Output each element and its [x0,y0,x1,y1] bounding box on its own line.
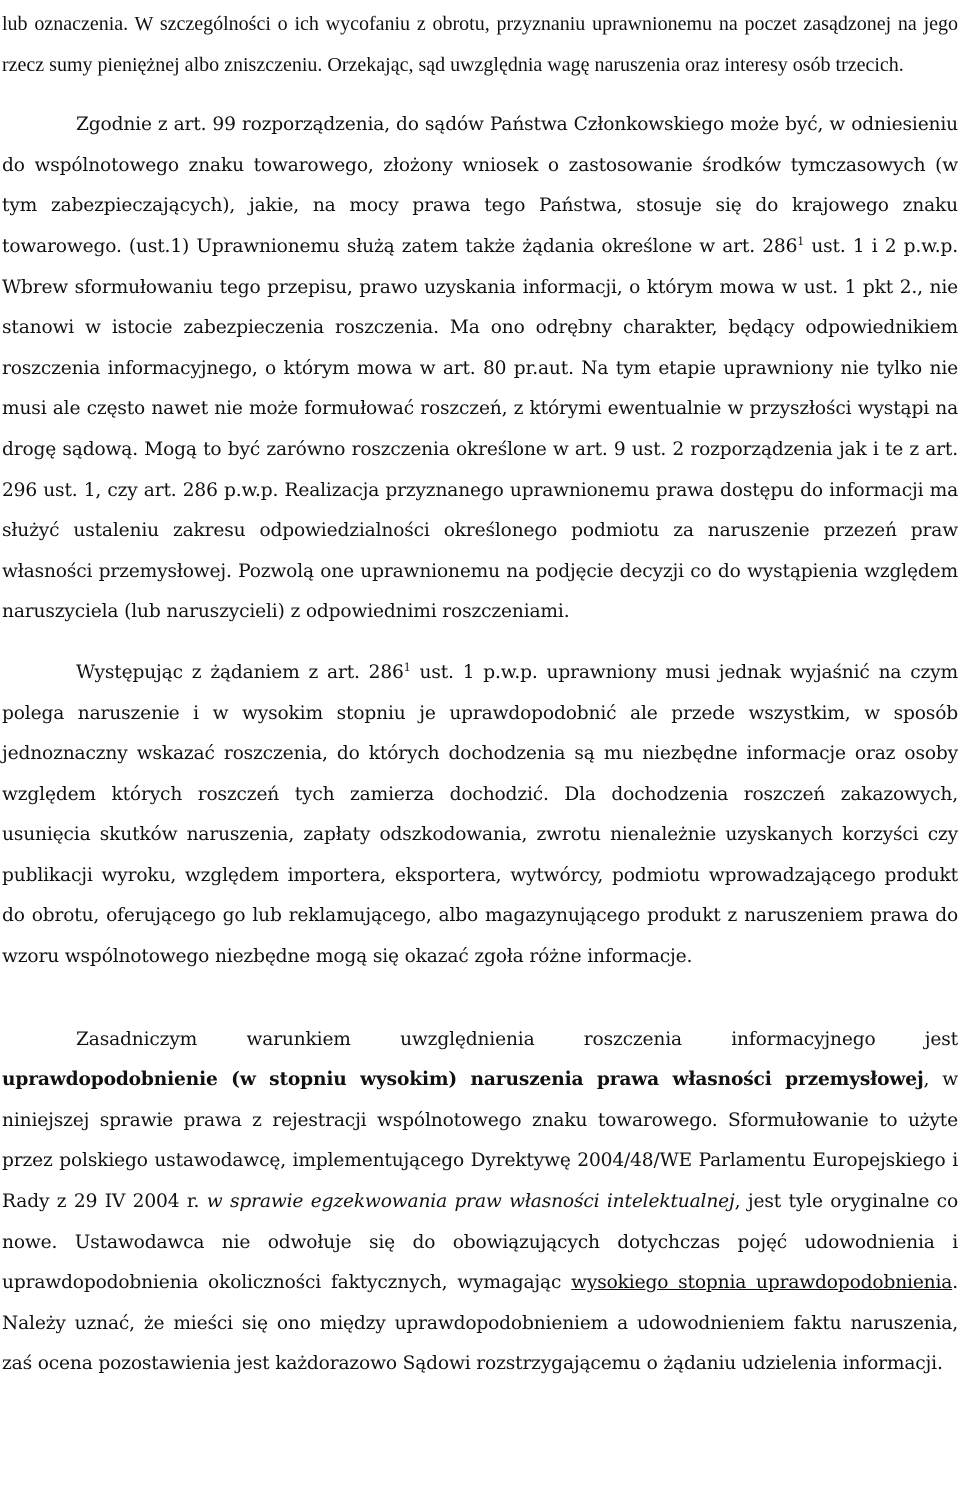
paragraph-art-286 [2,653,958,978]
para4-text-c: , jest tyle oryginalne co nowe. Ustawodawca nie odwołuje się do obowiązujących dotychczas pojęć udowodnienia i uprawdopodobnienia okoliczności faktycznych, wymagając [2,1191,958,1294]
paragraph-gap [2,978,958,1020]
intro-text: lub oznaczenia. W szczególności o ich wycofaniu z obrotu, przyznaniu uprawnionemu na poczet zasądzonej na jego rzecz sumy pieniężnej albo zniszczeniu. Orzekając, sąd uwzględnia wagę naruszenia oraz interesy osób trzecich. [2,13,958,76]
italic-phrase: w sprawie egzekwowania praw własności intelektualnej [206,1191,735,1213]
bold-phrase: uprawdopodobnienie (w stopniu wysokim) naruszenia prawa własności przemysłowej [2,1069,924,1091]
para3-text-a: Występując z żądaniem z art. 286 [76,661,404,683]
para4-text-b: , w niniejszej sprawie prawa z rejestracji wspólnotowego znaku towarowego. Sformułowanie to użyte przez polskiego ustawodawcę, implementującego Dyrektywę 2004/48/WE Parlamentu Europejskiego i Rady z 29 IV 2004 r. [2,1069,958,1213]
para2-text-b: ust. 1 i 2 p.w.p. Wbrew sformułowaniu tego przepisu, prawo uzyskania informacji, o którym mowa w ust. 1 pkt 2., nie stanowi w istocie zabezpieczenia roszczenia. Ma ono odrębny charakter, będący odpowiednikiem roszczenia informacyjnego, o którym mowa w art. 80 pr.aut. Na tym etapie uprawniony nie tylko nie musi ale często nawet nie może formułować roszczeń, z którymi ewentualnie w przyszłości wystąpi na drogę sądową. Mogą to być zarówno roszczenia określone w art. 9 ust. 2 rozporządzenia jak i te z art. 296 ust. 1, czy art. 286 p.w.p. Realizacja przyznanego uprawnionemu prawa dostępu do informacji ma służyć ustaleniu zakresu odpowiedzialności określonego podmiotu za naruszenie przezeń praw własności przemysłowej. Pozwolą one uprawnionemu na podjęcie decyzji co do wystąpienia względem naruszyciela (lub naruszycieli) z odpowiednimi roszczeniami. [2,235,959,623]
paragraph-warunek [2,1020,958,1385]
superscript: 1 [403,660,411,674]
paragraph-gap [2,85,958,105]
paragraph-gap [2,633,958,653]
paragraph-art-99 [2,105,958,633]
superscript: 1 [797,234,805,248]
paragraph-intro [2,4,958,85]
para3-text-b: ust. 1 p.w.p. uprawniony musi jednak wyjaśnić na czym polega naruszenie i w wysokim stopniu je uprawdopodobnić ale przede wszystkim, w sposób jednoznaczny wskazać roszczenia, do których dochodzenia są mu niezbędne informacje oraz osoby względem których roszczeń tych zamierza dochodzić. Dla dochodzenia roszczeń zakazowych, usunięcia skutków naruszenia, zapłaty odszkodowania, zwrotu nienależnie uzyskanych korzyści czy publikacji wyroku, względem importera, eksportera, wytwórcy, podmiotu wprowadzającego produkt do obrotu, oferującego go lub reklamującego, albo magazynującego produkt z naruszeniem prawa do wzoru wspólnotowego niezbędne mogą się okazać zgoła różne informacje. [2,661,958,968]
para4-text-d: . Należy uznać, że mieści się ono między uprawdopodobnieniem a udowodnieniem faktu naruszenia, zaś ocena pozostawienia jest każdorazowo Sądowi rozstrzygającemu o żądaniu udzielenia informacji. [2,1272,958,1375]
underlined-phrase: wysokiego stopnia uprawdopodobnienia [571,1272,953,1294]
para4-text-a: Zasadniczym warunkiem uwzględnienia roszczenia informacyjnego jest [76,1028,958,1050]
para2-text-a: Zgodnie z art. 99 rozporządzenia, do sądów Państwa Członkowskiego może być, w odniesieniu do wspólnotowego znaku towarowego, złożony wniosek o zastosowanie środków tymczasowych (w tym zabezpieczających), jakie, na mocy prawa tego Państwa, stosuje się do krajowego znaku towarowego. (ust.1) Uprawnionemu służą zatem także żądania określone w art. 286 [2,114,958,257]
